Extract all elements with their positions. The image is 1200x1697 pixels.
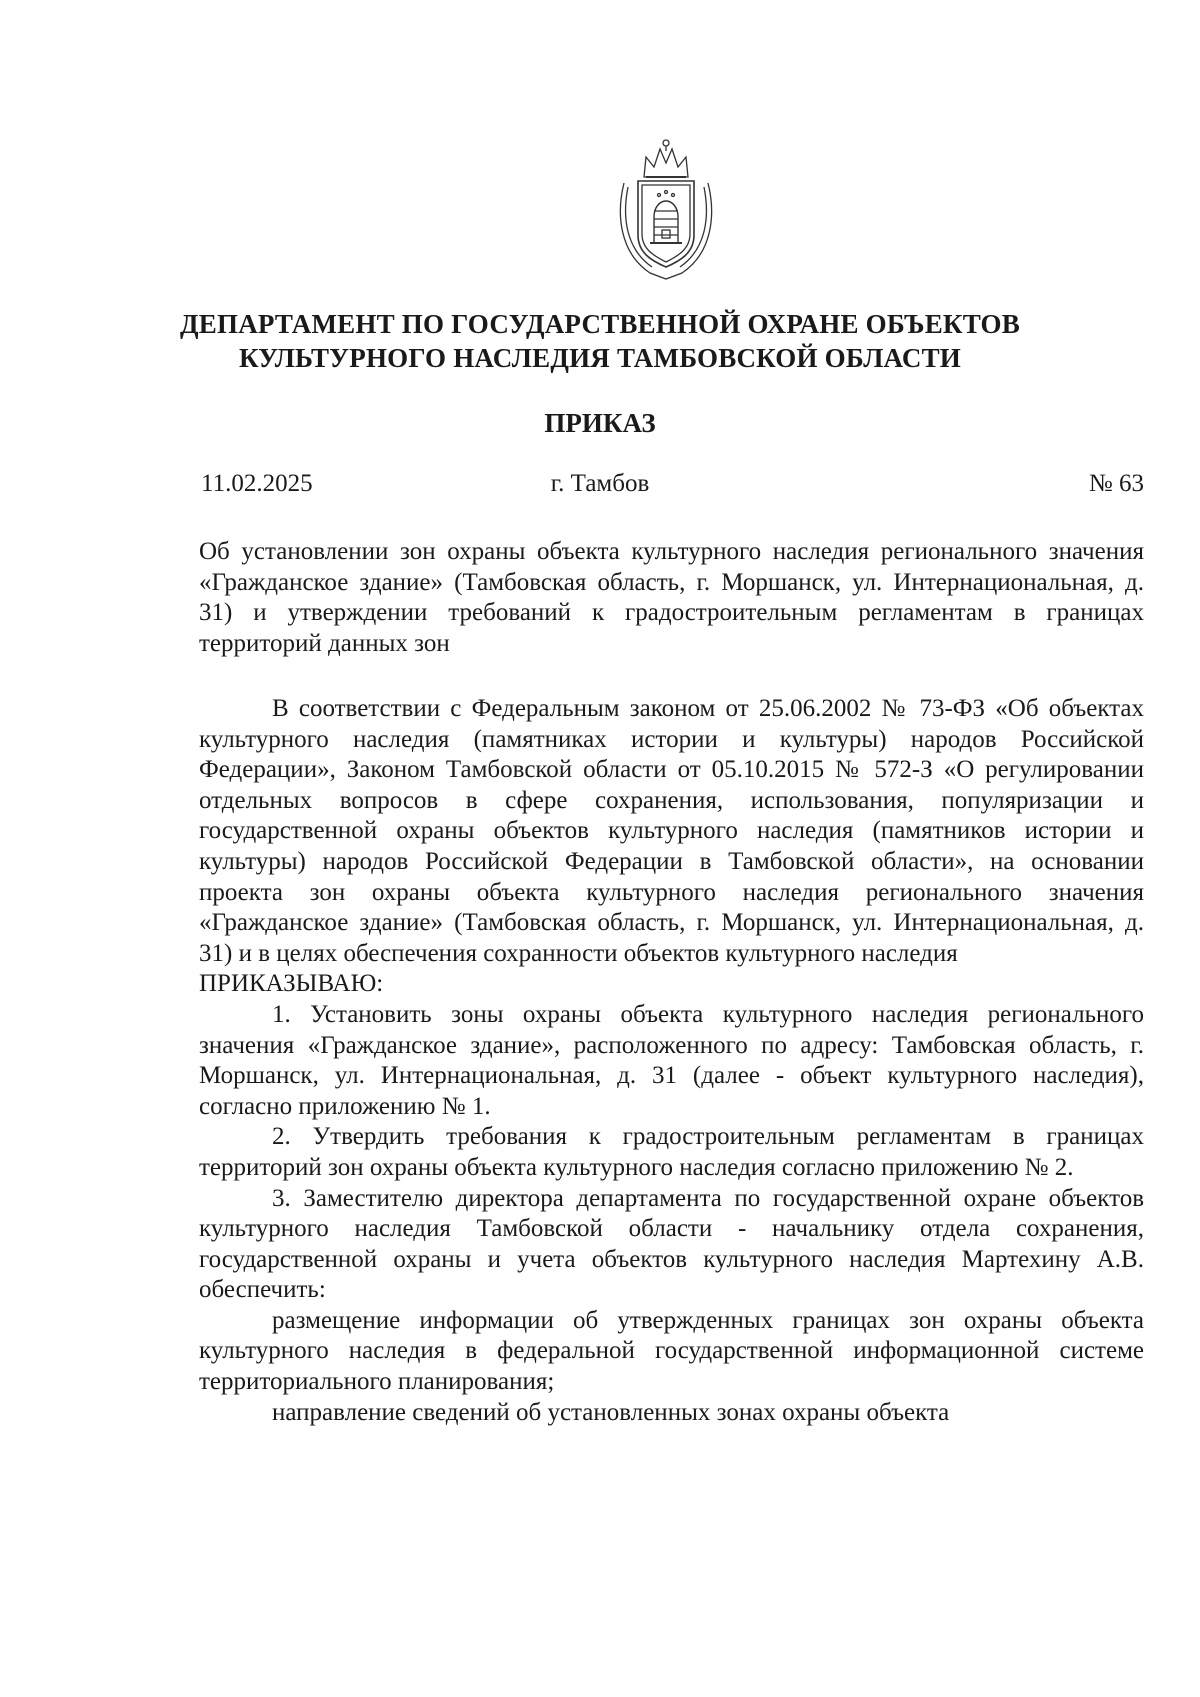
order-subject: Об установлении зон охраны объекта культурного наследия регионального значения «Гражданское здание» (Тамбовская область, г. Моршанск, ул. Интернациональная, д. 31) и утверждении требований к градостроительным регламентам в границах территорий данных зон xyxy=(199,538,1144,657)
order-body xyxy=(199,694,1144,1428)
department-title xyxy=(150,307,1050,375)
department-title-line-1: ДЕПАРТАМЕНТ ПО ГОСУДАРСТВЕННОЙ ОХРАНЕ ОБЪЕКТОВ xyxy=(180,309,1020,339)
order-item-1: 1. Установить зоны охраны объекта культурного наследия регионального значения «Гражданское здание», расположенного по адресу: Тамбовская область, г. Моршанск, ул. Интернациональная, д. 31 (далее - объект культурного наследия), согласно приложению № 1. xyxy=(199,1000,1144,1120)
order-item-3: 3. Заместителю директора департамента по государственной охране объектов культурного наследия Тамбовской области - начальнику отдела сохранения, государственной охраны и учета объектов культурного наследия Мартехину А.В. обеспечить: xyxy=(199,1184,1144,1304)
order-city: г. Тамбов xyxy=(550,470,650,497)
department-title-line-2: КУЛЬТУРНОГО НАСЛЕДИЯ ТАМБОВСКОЙ ОБЛАСТИ xyxy=(239,343,961,373)
order-item-2: 2. Утвердить требования к градостроительным регламентам в границах территорий зон охраны объекта культурного наследия согласно приложению № 2. xyxy=(199,1123,1144,1181)
order-word: ПРИКАЗЫВАЮ: xyxy=(199,970,384,998)
coat-of-arms-icon xyxy=(610,135,722,283)
order-number: № 63 xyxy=(1088,470,1144,497)
order-subitem-2: направление сведений об установленных зонах охраны объекта xyxy=(272,1398,950,1426)
preamble-paragraph: В соответствии с Федеральным законом от 25.06.2002 № 73-ФЗ «Об объектах культурного наследия (памятниках истории и культуры) народов Российской Федерации», Законом Тамбовской области от 05.10.2015 № 572-З «О регулировании отдельных вопросов в сфере сохранения, использования, популяризации и государственной охраны объектов культурного наследия (памятников истории и культуры) народов Российской Федерации в Тамбовской области», на основании проекта зон охраны объекта культурного наследия регионального значения «Гражданское здание» (Тамбовская область, г. Моршанск, ул. Интернациональная, д. 31) и в целях обеспечения сохранности объектов культурного наследия xyxy=(199,695,1144,967)
order-date: 11.02.2025 xyxy=(201,470,313,497)
document-type: ПРИКАЗ xyxy=(544,408,656,438)
order-subitem-1: размещение информации об утвержденных границах зон охраны объекта культурного наследия в федеральной государственной информационной системе территориального планирования; xyxy=(199,1306,1144,1396)
